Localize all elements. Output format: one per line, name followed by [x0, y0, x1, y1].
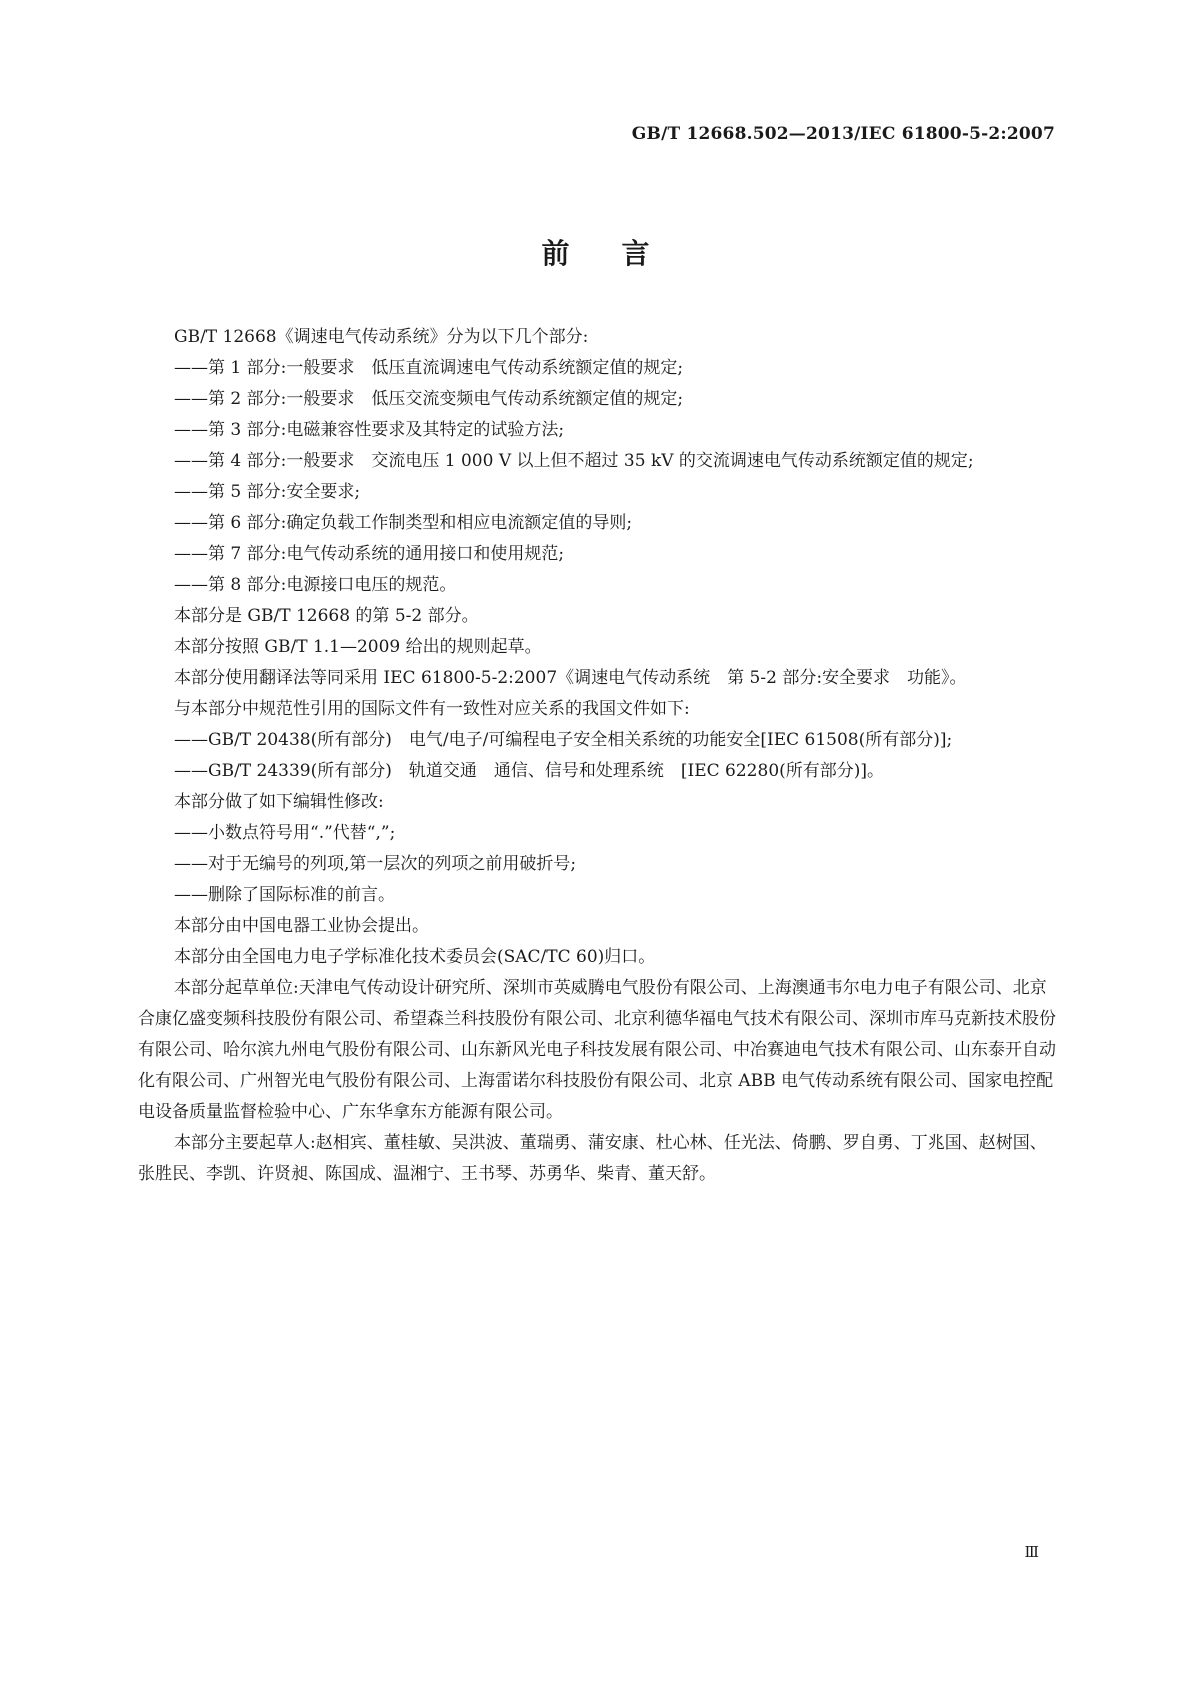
correspondence-intro: 与本部分中规范性引用的国际文件有一致性对应关系的我国文件如下: — [174, 699, 690, 719]
editorial-changes-intro: 本部分做了如下编辑性修改: — [174, 792, 384, 812]
list-item-part-5: ——第 5 部分:安全要求; — [174, 482, 361, 502]
committee-statement: 本部分由全国电力电子学标准化技术委员会(SAC/TC 60)归口。 — [174, 947, 656, 967]
list-item-part-2: ——第 2 部分:一般要求 低压交流变频电气传动系统额定值的规定; — [174, 389, 684, 409]
list-item-removed-foreword: ——删除了国际标准的前言。 — [174, 885, 395, 905]
list-item-part-8: ——第 8 部分:电源接口电压的规范。 — [174, 575, 457, 595]
list-item-gbt-24339: ——GB/T 24339(所有部分) 轨道交通 通信、信号和处理系统 [IEC 62280(所有部分)]。 — [174, 761, 885, 781]
page-number: Ⅲ — [1024, 1543, 1039, 1561]
list-item-part-6: ——第 6 部分:确定负载工作制类型和相应电流额定值的导则; — [174, 513, 633, 533]
adoption-statement: 本部分使用翻译法等同采用 IEC 61800-5-2:2007《调速电气传动系统 第 5-2 部分:安全要求 功能》。 — [174, 668, 967, 688]
main-drafters: 本部分主要起草人:赵相宾、董桂敏、吴洪波、董瑞勇、蒲安康、杜心林、任光法、倚鹏、罗自勇、丁兆国、赵树国、张胜民、李凯、许贤昶、陈国成、温湘宁、王书琴、苏勇华、柴青、董天舒。 — [138, 1133, 1047, 1184]
page-title: 前言 — [541, 237, 702, 270]
list-item-part-4: ——第 4 部分:一般要求 交流电压 1 000 V 以上但不超过 35 kV 的交流调速电气传动系统额定值的规定; — [174, 451, 974, 471]
list-item-part-1: ——第 1 部分:一般要求 低压直流调速电气传动系统额定值的规定; — [174, 358, 684, 378]
list-item-part-3: ——第 3 部分:电磁兼容性要求及其特定的试验方法; — [174, 420, 565, 440]
list-item-decimal-sign: ——小数点符号用“.”代替“,”; — [174, 823, 396, 843]
parts-intro: GB/T 12668《调速电气传动系统》分为以下几个部分: — [174, 327, 589, 347]
foreword-body — [138, 322, 1060, 1190]
proposer-statement: 本部分由中国电器工业协会提出。 — [174, 916, 429, 936]
list-item-dash-usage: ——对于无编号的列项,第一层次的列项之前用破折号; — [174, 854, 577, 874]
document-code: GB/T 12668.502—2013/IEC 61800-5-2:2007 — [631, 124, 1055, 144]
drafting-organizations: 本部分起草单位:天津电气传动设计研究所、深圳市英威腾电气股份有限公司、上海澳通韦尔电力电子有限公司、北京合康亿盛变频科技股份有限公司、希望森兰科技股份有限公司、北京利德华福电气技术有限公司、深圳市库马克新技术股份有限公司、哈尔滨九州电气股份有限公司、山东新风光电子科技发展有限公司、中冶赛迪电气技术有限公司、山东泰开自动化有限公司、广州智光电气股份有限公司、上海雷诺尔科技股份有限公司、北京 ABB 电气传动系统有限公司、国家电控配电设备质量监督检验中心、广东华拿东方能源有限公司。 — [138, 978, 1056, 1122]
list-item-part-7: ——第 7 部分:电气传动系统的通用接口和使用规范; — [174, 544, 565, 564]
part-statement: 本部分是 GB/T 12668 的第 5-2 部分。 — [174, 606, 479, 626]
drafting-rules: 本部分按照 GB/T 1.1—2009 给出的规则起草。 — [174, 637, 542, 657]
list-item-gbt-20438: ——GB/T 20438(所有部分) 电气/电子/可编程电子安全相关系统的功能安全[IEC 61508(所有部分)]; — [174, 730, 953, 750]
